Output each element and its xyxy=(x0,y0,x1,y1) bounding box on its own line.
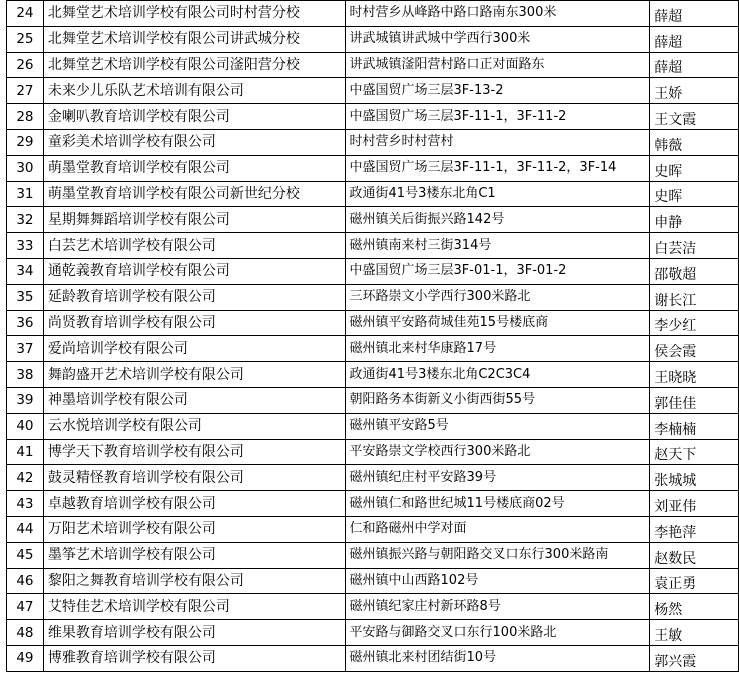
school-name: 维果教育培训学校有限公司 xyxy=(43,620,345,646)
school-name: 舞韵盛开艺术培训学校有限公司 xyxy=(43,362,345,388)
table-row xyxy=(7,620,739,646)
table-row xyxy=(7,52,739,78)
contact-person: 王晓晓 xyxy=(650,362,739,388)
row-number: 37 xyxy=(7,336,44,362)
contact-person: 袁正勇 xyxy=(650,568,739,594)
row-number: 29 xyxy=(7,129,44,155)
contact-person: 王文霞 xyxy=(650,104,739,130)
row-number: 33 xyxy=(7,233,44,259)
row-number: 46 xyxy=(7,568,44,594)
school-address: 政通街41号3楼东北角C2C3C4 xyxy=(345,362,650,388)
table-row xyxy=(7,413,739,439)
row-number: 27 xyxy=(7,78,44,104)
school-name: 博学天下教育培训学校有限公司 xyxy=(43,439,345,465)
contact-person: 李楠楠 xyxy=(650,413,739,439)
row-number: 49 xyxy=(7,645,44,671)
school-address: 中盛国贸广场三层3F-11-1，3F-11-2，3F-14 xyxy=(345,155,650,181)
contact-person: 李艳萍 xyxy=(650,516,739,542)
contact-person: 史晖 xyxy=(650,181,739,207)
school-address: 三环路崇文小学西行300米路北 xyxy=(345,284,650,310)
school-address: 中盛国贸广场三层3F-11-1，3F-11-2 xyxy=(345,104,650,130)
school-address: 讲武城镇讲武城中学西行300米 xyxy=(345,26,650,52)
school-name: 尚贤教育培训学校有限公司 xyxy=(43,310,345,336)
table-row xyxy=(7,362,739,388)
contact-person: 王敏 xyxy=(650,620,739,646)
school-name: 黎阳之舞教育培训学校有限公司 xyxy=(43,568,345,594)
table-row xyxy=(7,645,739,671)
school-name: 未来少儿乐队艺术培训有限公司 xyxy=(43,78,345,104)
school-registry-table xyxy=(6,0,739,672)
table-row xyxy=(7,336,739,362)
school-address: 磁州镇平安路5号 xyxy=(345,413,650,439)
contact-person: 张城城 xyxy=(650,465,739,491)
table-row xyxy=(7,465,739,491)
table-row xyxy=(7,26,739,52)
contact-person: 史晖 xyxy=(650,155,739,181)
contact-person: 白芸洁 xyxy=(650,233,739,259)
row-number: 32 xyxy=(7,207,44,233)
contact-person: 杨然 xyxy=(650,594,739,620)
school-name: 云水悦培训学校有限公司 xyxy=(43,413,345,439)
school-name: 博雅教育培训学校有限公司 xyxy=(43,645,345,671)
row-number: 25 xyxy=(7,26,44,52)
table-body xyxy=(7,1,739,672)
school-name: 卓越教育培训学校有限公司 xyxy=(43,491,345,517)
school-address: 磁州镇北来村团结街10号 xyxy=(345,645,650,671)
school-address: 磁州镇振兴路与朝阳路交叉口东行300米路南 xyxy=(345,542,650,568)
row-number: 47 xyxy=(7,594,44,620)
school-name: 白芸艺术培训学校有限公司 xyxy=(43,233,345,259)
table-row xyxy=(7,181,739,207)
school-name: 萌墨堂教育培训学校有限公司 xyxy=(43,155,345,181)
school-name: 万阳艺术培训学校有限公司 xyxy=(43,516,345,542)
school-name: 鼓灵精怪教育培训学校有限公司 xyxy=(43,465,345,491)
contact-person: 薛超 xyxy=(650,1,739,27)
table-row xyxy=(7,516,739,542)
contact-person: 郭佳佳 xyxy=(650,387,739,413)
row-number: 39 xyxy=(7,387,44,413)
school-address: 磁州镇南来村三街314号 xyxy=(345,233,650,259)
school-address: 讲武城镇滏阳营村路口正对面路东 xyxy=(345,52,650,78)
school-name: 艾特佳艺术培训学校有限公司 xyxy=(43,594,345,620)
contact-person: 王娇 xyxy=(650,78,739,104)
school-address: 朝阳路务本街新义小街西街55号 xyxy=(345,387,650,413)
school-name: 墨筝艺术培训学校有限公司 xyxy=(43,542,345,568)
school-name: 星期舞舞蹈培训学校有限公司 xyxy=(43,207,345,233)
contact-person: 郭兴霞 xyxy=(650,645,739,671)
contact-person: 谢长江 xyxy=(650,284,739,310)
contact-person: 申静 xyxy=(650,207,739,233)
contact-person: 李少红 xyxy=(650,310,739,336)
school-address: 时村营乡时村营村 xyxy=(345,129,650,155)
table-row xyxy=(7,207,739,233)
school-address: 磁州镇仁和路世纪城11号楼底商02号 xyxy=(345,491,650,517)
table-row xyxy=(7,439,739,465)
school-address: 磁州镇纪庄村平安路39号 xyxy=(345,465,650,491)
table-row xyxy=(7,1,739,27)
school-address: 磁州镇中山西路102号 xyxy=(345,568,650,594)
contact-person: 赵数民 xyxy=(650,542,739,568)
row-number: 48 xyxy=(7,620,44,646)
row-number: 36 xyxy=(7,310,44,336)
row-number: 30 xyxy=(7,155,44,181)
school-address: 时村营乡从峰路中路口路南东300米 xyxy=(345,1,650,27)
row-number: 40 xyxy=(7,413,44,439)
contact-person: 薛超 xyxy=(650,26,739,52)
school-address: 中盛国贸广场三层3F-01-1，3F-01-2 xyxy=(345,258,650,284)
table-row xyxy=(7,491,739,517)
school-name: 北舞堂艺术培训学校有限公司时村营分校 xyxy=(43,1,345,27)
row-number: 28 xyxy=(7,104,44,130)
school-address: 磁州镇关后街振兴路142号 xyxy=(345,207,650,233)
table-row xyxy=(7,594,739,620)
row-number: 41 xyxy=(7,439,44,465)
table-row xyxy=(7,155,739,181)
school-address: 磁州镇平安路荷城佳苑15号楼底商 xyxy=(345,310,650,336)
school-name: 金喇叭教育培训学校有限公司 xyxy=(43,104,345,130)
school-name: 北舞堂艺术培训学校有限公司滏阳营分校 xyxy=(43,52,345,78)
school-address: 平安路与御路交叉口东行100米路北 xyxy=(345,620,650,646)
contact-person: 薛超 xyxy=(650,52,739,78)
row-number: 26 xyxy=(7,52,44,78)
school-name: 延龄教育培训学校有限公司 xyxy=(43,284,345,310)
row-number: 42 xyxy=(7,465,44,491)
table-row xyxy=(7,387,739,413)
school-name: 通乾義教育培训学校有限公司 xyxy=(43,258,345,284)
row-number: 45 xyxy=(7,542,44,568)
school-address: 政通街41号3楼东北角C1 xyxy=(345,181,650,207)
row-number: 35 xyxy=(7,284,44,310)
school-name: 童彩美术培训学校有限公司 xyxy=(43,129,345,155)
school-address: 平安路崇文学校西行300米路北 xyxy=(345,439,650,465)
school-address: 磁州镇纪家庄村新环路8号 xyxy=(345,594,650,620)
table-row xyxy=(7,284,739,310)
row-number: 31 xyxy=(7,181,44,207)
contact-person: 赵天下 xyxy=(650,439,739,465)
row-number: 34 xyxy=(7,258,44,284)
table-row xyxy=(7,568,739,594)
contact-person: 韩薇 xyxy=(650,129,739,155)
table-row xyxy=(7,78,739,104)
school-address: 仁和路磁州中学对面 xyxy=(345,516,650,542)
row-number: 44 xyxy=(7,516,44,542)
contact-person: 侯会霞 xyxy=(650,336,739,362)
school-name: 北舞堂艺术培训学校有限公司讲武城分校 xyxy=(43,26,345,52)
table-row xyxy=(7,258,739,284)
table-row xyxy=(7,129,739,155)
table-row xyxy=(7,104,739,130)
table-row xyxy=(7,542,739,568)
row-number: 24 xyxy=(7,1,44,27)
contact-person: 刘亚伟 xyxy=(650,491,739,517)
row-number: 38 xyxy=(7,362,44,388)
table-row xyxy=(7,310,739,336)
school-name: 神墨培训学校有限公司 xyxy=(43,387,345,413)
school-name: 萌墨堂教育培训学校有限公司新世纪分校 xyxy=(43,181,345,207)
table-row xyxy=(7,233,739,259)
school-address: 中盛国贸广场三层3F-13-2 xyxy=(345,78,650,104)
school-address: 磁州镇北来村华康路17号 xyxy=(345,336,650,362)
row-number: 43 xyxy=(7,491,44,517)
contact-person: 邵敬超 xyxy=(650,258,739,284)
school-name: 爱尚培训学校有限公司 xyxy=(43,336,345,362)
